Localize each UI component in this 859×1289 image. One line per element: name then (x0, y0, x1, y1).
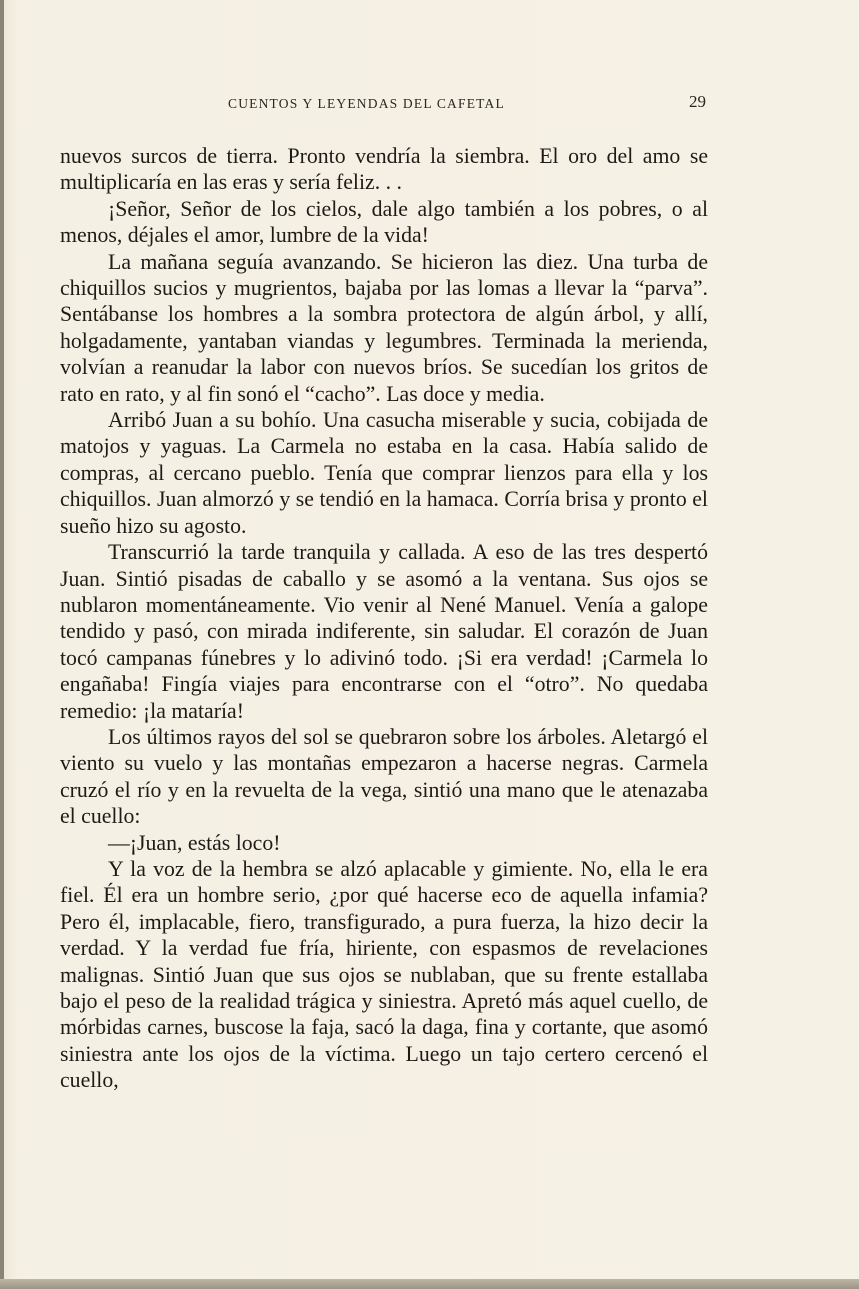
paragraph: Los últimos rayos del sol se quebraron sobre los árboles. Aletargó el viento su vuelo y las montañas empezaron a hacerse negras. Carmela cruzó el río y en la revuelta de la vega, sintió una mano que le atenazaba el cuello: (60, 724, 708, 829)
paragraph-continuation: nuevos surcos de tierra. Pronto vendría la siembra. El oro del amo se multiplicaría en las eras y sería feliz. . . (60, 144, 708, 195)
page-bottom-edge (0, 1279, 859, 1289)
paragraph: Transcurrió la tarde tranquila y callada. A eso de las tres despertó Juan. Sintió pisadas de caballo y se asomó a la ventana. Sus ojos se nublaron momentáneamente. Vio venir al Nené Manuel. Venía a galope tendido y pasó, con mirada indiferente, sin saludar. El corazón de Juan tocó campanas fúnebres y lo adivinó todo. ¡Si era verdad! ¡Carmela lo engañaba! Fingía viajes para encontrarse con el “otro”. No quedaba remedio: ¡la mataría! (60, 540, 708, 723)
paragraph: La mañana seguía avanzando. Se hicieron las diez. Una turba de chiquillos sucios y mugrientos, bajaba por las lomas a llevar la “parva”. Sentábanse los hombres a la sombra protectora de algún árbol, y allí, holgadamente, yantaban viandas y legumbres. Terminada la merienda, volvían a reanudar la labor con nuevos bríos. Se sucedían los gritos de rato en rato, y al fin sonó el “cacho”. Las doce y media. (60, 249, 708, 406)
page-number: 29 (689, 92, 706, 111)
paragraph: ¡Señor, Señor de los cielos, dale algo también a los pobres, o al menos, déjales el amor, lumbre de la vida! (60, 196, 708, 248)
paragraph: Y la voz de la hembra se alzó aplacable y gimiente. No, ella le era fiel. Él era un hombre serio, ¿por qué hacerse eco de aquella infamia? Pero él, implacable, fiero, transfigurado, a pura fuerza, la hizo decir la verdad. Y la verdad fue fría, hiriente, con espasmos de revelaciones malignas. Sintió Juan que sus ojos se nublaban, que su frente estallaba bajo el peso de la realidad trágica y siniestra. Apretó más aquel cuello, de mórbidas carnes, buscose la faja, sacó la daga, fina y cortante, que asomó siniestra ante los ojos de la víctima. Luego un tajo certero cercenó el cuello, (60, 856, 708, 1093)
page-binding-edge (0, 0, 4, 1289)
body-text (60, 143, 708, 1094)
dialogue-line: —¡Juan, estás loco! (108, 830, 281, 855)
running-title: CUENTOS Y LEYENDAS DEL CAFETAL (228, 96, 505, 111)
paragraph: Arribó Juan a su bohío. Una casucha miserable y sucia, cobijada de matojos y yaguas. La Carmela no estaba en la casa. Había salido de compras, al cercano pueblo. Tenía que comprar lienzos para ella y los chiquillos. Juan almorzó y se tendió en la hamaca. Corría brisa y pronto el sueño hizo su agosto. (60, 408, 708, 538)
